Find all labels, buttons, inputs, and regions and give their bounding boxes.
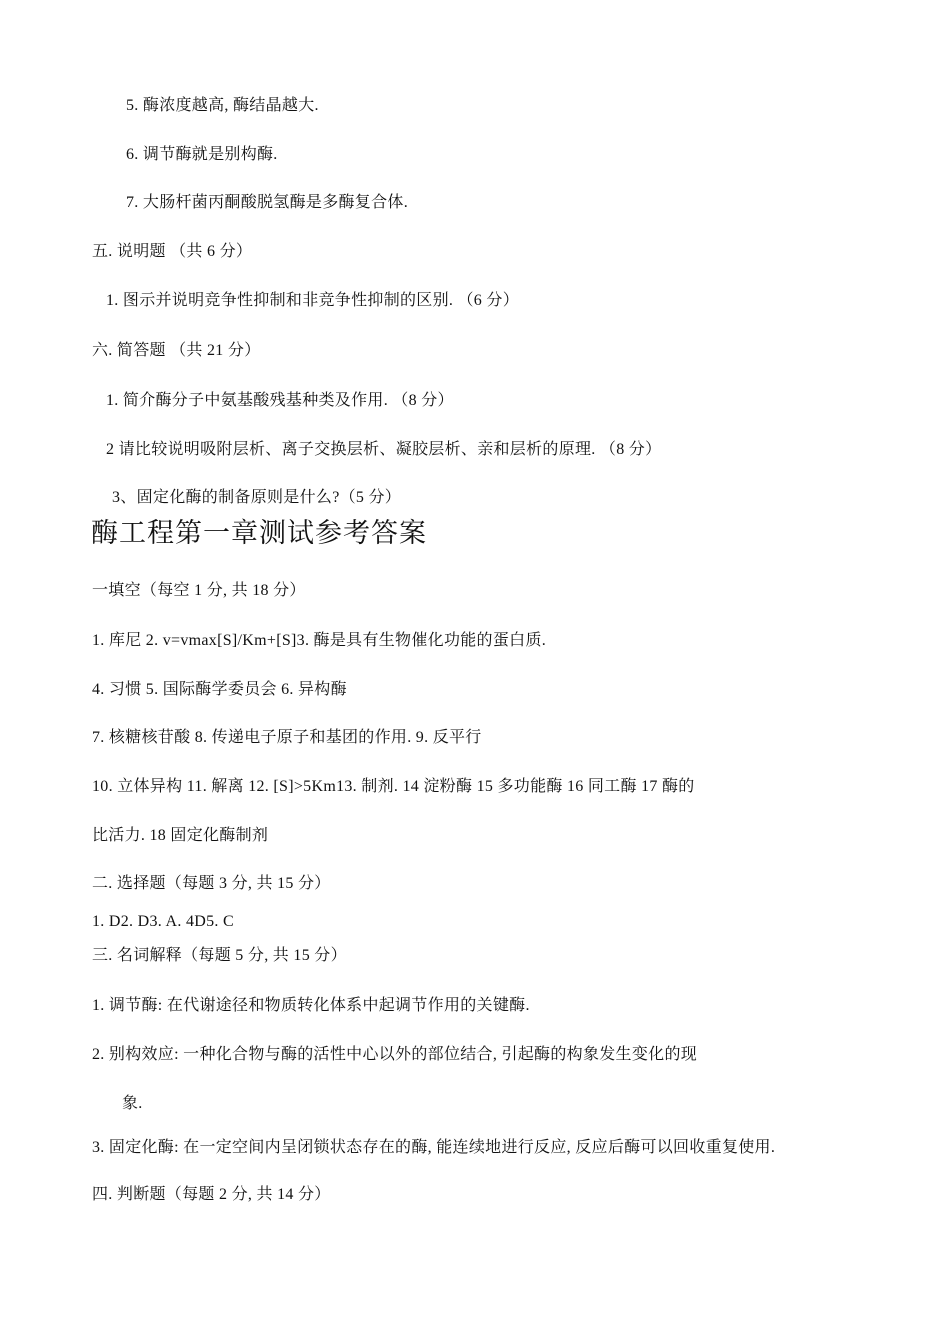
- short-answer-question-2: 2 请比较说明吸附层析、离子交换层析、凝胶层析、亲和层析的原理. （8 分）: [106, 441, 662, 458]
- short-answer-question-3: 3、固定化酶的制备原则是什么?（5 分）: [112, 489, 402, 506]
- fill-in-heading: 一填空（每空 1 分, 共 18 分）: [92, 582, 306, 599]
- answer-key-title: 酶工程第一章测试参考答案: [91, 518, 427, 548]
- fill-in-answer-line: 1. 库尼 2. v=vmax[S]/Km+[S]3. 酶是具有生物催化功能的蛋白质.: [92, 632, 547, 649]
- fill-in-answer-line: 10. 立体异构 11. 解离 12. [S]>5Km13. 制剂. 14 淀粉酶 15 多功能酶 16 同工酶 17 酶的: [92, 778, 695, 795]
- statement-item-6: 6. 调节酶就是别构酶.: [126, 146, 278, 163]
- choice-answers: 1. D2. D3. A. 4D5. C: [92, 913, 235, 930]
- terms-heading: 三. 名词解释（每题 5 分, 共 15 分）: [92, 947, 347, 964]
- section-heading-short-answer: 六. 简答题 （共 21 分）: [92, 342, 261, 359]
- choice-heading: 二. 选择题（每题 3 分, 共 15 分）: [92, 875, 331, 892]
- term-allosteric-effect-continued: 象.: [122, 1095, 143, 1112]
- fill-in-answer-line: 4. 习惯 5. 国际酶学委员会 6. 异构酶: [92, 681, 347, 698]
- statement-item-5: 5. 酶浓度越高, 酶结晶越大.: [126, 97, 319, 114]
- fill-in-answer-line: 比活力. 18 固定化酶制剂: [92, 827, 269, 844]
- section-heading-explain: 五. 说明题 （共 6 分）: [92, 243, 253, 260]
- term-immobilized-enzyme: 3. 固定化酶: 在一定空间内呈闭锁状态存在的酶, 能连续地进行反应, 反应后酶可以回收重复使用.: [92, 1139, 776, 1156]
- short-answer-question-1: 1. 简介酶分子中氨基酸残基种类及作用. （8 分）: [106, 392, 454, 409]
- statement-item-7: 7. 大肠杆菌丙酮酸脱氢酶是多酶复合体.: [126, 194, 409, 211]
- judge-heading: 四. 判断题（每题 2 分, 共 14 分）: [92, 1186, 331, 1203]
- term-allosteric-effect: 2. 别构效应: 一种化合物与酶的活性中心以外的部位结合, 引起酶的构象发生变化的现: [92, 1046, 698, 1063]
- fill-in-answer-line: 7. 核糖核苷酸 8. 传递电子原子和基团的作用. 9. 反平行: [92, 729, 482, 746]
- explain-question-1: 1. 图示并说明竞争性抑制和非竞争性抑制的区别. （6 分）: [106, 292, 520, 309]
- term-regulatory-enzyme: 1. 调节酶: 在代谢途径和物质转化体系中起调节作用的关键酶.: [92, 997, 530, 1014]
